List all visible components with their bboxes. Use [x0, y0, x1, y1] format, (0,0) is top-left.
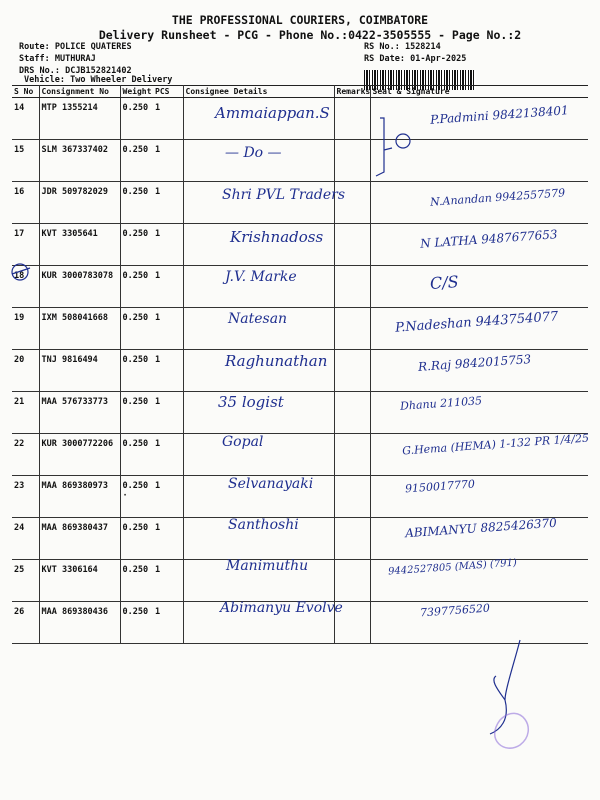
- staff-line: Staff: MUTHURAJ: [19, 54, 96, 64]
- handwritten-consignee: — Do —: [225, 145, 282, 162]
- route-value: POLICE QUATERES: [54, 42, 132, 52]
- cell-pcs: 1: [153, 182, 183, 224]
- cell-consignment: KVT 3305641: [39, 224, 120, 266]
- handwritten-signature: N LATHA 9487677653: [419, 227, 558, 251]
- cell-pcs: 1: [153, 308, 183, 350]
- cell-sno: 15: [12, 140, 39, 182]
- col-pcs: PCS: [153, 86, 183, 98]
- staff-value: MUTHURAJ: [54, 54, 96, 64]
- cell-consignment: MAA 869380437: [39, 518, 120, 560]
- cell-consignment: KUR 3000783078: [39, 266, 120, 308]
- cell-remarks: [334, 518, 370, 560]
- handwritten-signature: Dhanu 211035: [399, 394, 483, 413]
- cell-sno: 16: [12, 182, 39, 224]
- handwritten-consignee: Santhoshi: [228, 517, 299, 533]
- cell-weight: 0.250: [120, 434, 153, 476]
- cell-pcs: 1: [153, 518, 183, 560]
- handwritten-consignee: Selvanayaki: [228, 475, 314, 492]
- cell-weight: 0.250: [120, 266, 153, 308]
- cell-pcs: 1: [153, 560, 183, 602]
- table-row: [12, 392, 588, 434]
- cell-sno: 26: [12, 602, 39, 644]
- cell-sno: 21: [12, 392, 39, 434]
- handwritten-signature: G.Hema (HEMA) 1-132 PR 1/4/25: [401, 431, 590, 458]
- cell-weight: 0.250: [120, 182, 153, 224]
- handwritten-consignee: Raghunathan: [225, 351, 328, 370]
- handwritten-signature: ABIMANYU 8825426370: [404, 515, 558, 541]
- col-signature: Seal & Signature: [370, 86, 588, 98]
- cell-remarks: [334, 560, 370, 602]
- handwritten-signature: C/S: [429, 272, 460, 294]
- vehicle-line: Vehicle: Two Wheeler Delivery: [24, 75, 173, 85]
- cell-pcs: 1: [153, 140, 183, 182]
- cell-consignment: MTP 1355214: [39, 98, 120, 140]
- cell-weight: 0.250: [120, 140, 153, 182]
- col-consignee: Consignee Details: [183, 86, 334, 98]
- cell-remarks: [334, 140, 370, 182]
- handwritten-consignee: J.V. Marke: [225, 269, 297, 286]
- handwritten-signature: 7397756520: [419, 601, 491, 620]
- cell-remarks: [334, 434, 370, 476]
- col-weight: Weight: [120, 86, 153, 98]
- cell-consignment: KVT 3306164: [39, 560, 120, 602]
- cell-pcs: 1: [153, 434, 183, 476]
- rs-date-value: 01-Apr-2025: [410, 54, 467, 64]
- rs-no-value: 1528214: [404, 42, 441, 52]
- handwritten-consignee: Shri PVL Traders: [222, 186, 346, 203]
- company-title: THE PROFESSIONAL COURIERS, COIMBATORE: [171, 13, 429, 27]
- cell-remarks: [334, 224, 370, 266]
- cell-sno: 25: [12, 560, 39, 602]
- col-remarks: Remarks: [334, 86, 370, 98]
- drs-line: DRS No.: DCJB152821402: [19, 66, 132, 76]
- cell-remarks: [334, 392, 370, 434]
- handwritten-consignee: Gopal: [222, 434, 264, 451]
- handwritten-consignee: Natesan: [228, 310, 288, 327]
- handwritten-signature: P.Padmini 9842138401: [429, 103, 570, 127]
- drs-value: DCJB152821402: [65, 66, 132, 76]
- cell-sno: 17: [12, 224, 39, 266]
- vehicle-value: Two Wheeler Delivery: [70, 75, 173, 85]
- cell-signature: [370, 266, 588, 308]
- table-row: [12, 140, 588, 182]
- handwritten-signature: N.Anandan 9942557579: [429, 185, 566, 209]
- cell-remarks: [334, 476, 370, 518]
- cell-consignment: SLM 367337402: [39, 140, 120, 182]
- cell-consignment: TNJ 9816494: [39, 350, 120, 392]
- cell-pcs: 1: [153, 476, 183, 518]
- cell-consignment: MAA 869380973: [39, 476, 120, 518]
- handwritten-signature: R.Raj 9842015753: [417, 351, 532, 374]
- route-line: Route: POLICE QUATERES: [19, 42, 132, 52]
- cell-weight: 0.250 ·: [120, 476, 153, 518]
- cell-pcs: 1: [153, 224, 183, 266]
- table-row: [12, 266, 588, 308]
- handwritten-consignee: Ammaiappan.S: [215, 104, 330, 122]
- cell-weight: 0.250: [120, 350, 153, 392]
- stamp-smudge: [495, 713, 529, 748]
- long-signature-stroke: [490, 640, 520, 734]
- cell-weight: 0.250: [120, 560, 153, 602]
- handwritten-signature: P.Nadeshan 9443754077: [394, 308, 559, 336]
- handwritten-consignee: 35 logist: [218, 393, 284, 412]
- cell-remarks: [334, 308, 370, 350]
- cell-weight: 0.250: [120, 308, 153, 350]
- cell-sno: 22: [12, 434, 39, 476]
- cell-sno: 24: [12, 518, 39, 560]
- table-header: [12, 86, 588, 98]
- cell-sno: 14: [12, 98, 39, 140]
- handwritten-signature: 9442527805 (MAS) (791): [387, 557, 518, 578]
- handwritten-consignee: Krishnadoss: [230, 227, 324, 246]
- cell-pcs: 1: [153, 602, 183, 644]
- cell-pcs: 1: [153, 266, 183, 308]
- cell-pcs: 1: [153, 350, 183, 392]
- rs-no-line: RS No.: 1528214: [364, 42, 441, 52]
- cell-remarks: [334, 350, 370, 392]
- rs-date-line: RS Date: 01-Apr-2025: [364, 54, 467, 64]
- cell-remarks: [334, 266, 370, 308]
- cell-consignment: JDR 509782029: [39, 182, 120, 224]
- cell-sno: 23: [12, 476, 39, 518]
- cell-consignment: IXM 508041668: [39, 308, 120, 350]
- cell-sno: 19: [12, 308, 39, 350]
- cell-signature: [370, 140, 588, 182]
- cell-sno: 18: [12, 266, 39, 308]
- handwritten-signature: 9150017770: [404, 477, 476, 496]
- handwritten-consignee: Manimuthu: [226, 558, 309, 575]
- cell-weight: 0.250: [120, 518, 153, 560]
- cell-weight: 0.250: [120, 602, 153, 644]
- cell-signature: [370, 476, 588, 518]
- col-consignment: Consignment No: [39, 86, 120, 98]
- col-sno: S No: [12, 86, 39, 98]
- cell-consignment: KUR 3000772206: [39, 434, 120, 476]
- cell-remarks: [334, 98, 370, 140]
- cell-weight: 0.250: [120, 98, 153, 140]
- cell-consignment: MAA 869380436: [39, 602, 120, 644]
- cell-weight: 0.250: [120, 392, 153, 434]
- cell-sno: 20: [12, 350, 39, 392]
- cell-pcs: 1: [153, 98, 183, 140]
- cell-pcs: 1: [153, 392, 183, 434]
- cell-weight: 0.250: [120, 224, 153, 266]
- runsheet-subtitle: Delivery Runsheet - PCG - Phone No.:0422-3505555 - Page No.:2: [98, 28, 522, 42]
- handwritten-consignee: Abimanyu Evolve: [220, 599, 343, 616]
- cell-consignment: MAA 576733773: [39, 392, 120, 434]
